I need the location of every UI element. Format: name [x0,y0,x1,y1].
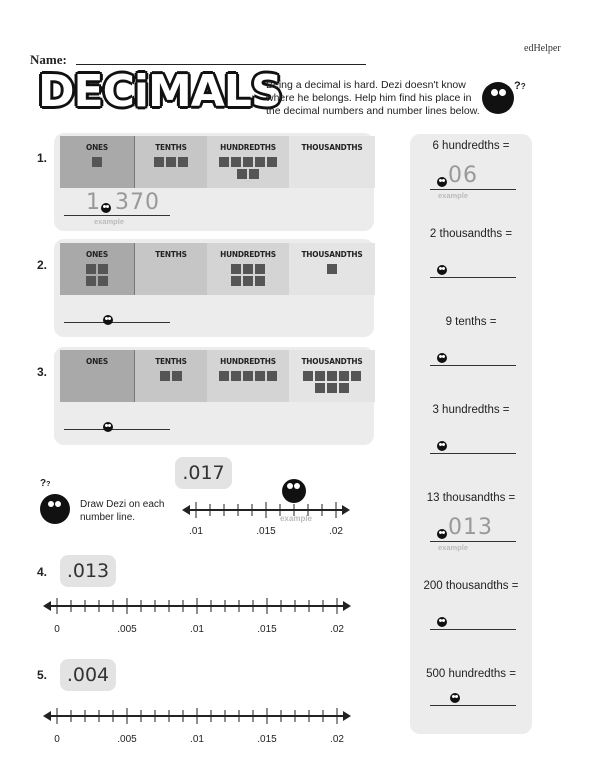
example-label: example [438,191,469,200]
question-5-number: 5. [37,668,48,682]
example-value-bubble: .017 [175,457,232,489]
dezi-decimal-point-icon [437,529,447,539]
value-block [255,264,265,274]
conversion-prompt-4: 3 hundredths = [432,404,510,416]
conversion-answer-line-3[interactable] [430,365,516,366]
value-block [315,371,325,381]
number-line-5 [30,700,365,750]
tick-label: 0 [54,624,60,635]
conversion-example-answer: 013 [448,515,493,540]
place-header-hundredths: HUNDREDTHS [220,142,276,152]
tick-label: .005 [117,624,137,635]
tick-label: .01 [189,526,203,537]
value-block [231,264,241,274]
question-4-value-bubble: .013 [60,555,116,587]
right-arrow-icon [343,601,351,611]
value-blocks [68,157,126,167]
example-label: example [94,217,125,226]
example-number-line [176,470,356,550]
value-blocks [142,157,200,167]
tick-label: 0 [54,734,60,745]
value-block [267,157,277,167]
value-block [249,169,259,179]
tick-label: .005 [117,734,137,745]
question-4-number: 4. [37,565,48,579]
dezi-decimal-point-icon [101,203,111,213]
value-block [98,276,108,286]
value-blocks [303,371,361,393]
place-header-ones: ONES [86,249,108,259]
conversion-answer-line-6[interactable] [430,629,516,630]
conversion-answer-line-7[interactable] [430,705,516,706]
place-header-ones: ONES [86,142,108,152]
place-value-chart-1 [60,136,375,188]
page-title: DECiMALS [38,66,282,117]
value-block [327,371,337,381]
example-answer-decimal: 370 [115,190,160,215]
conversion-sidebar [410,134,532,734]
value-block [255,276,265,286]
example-answer-whole: 1 [86,190,101,215]
place-header-hundredths: HUNDREDTHS [220,356,276,366]
value-block [339,383,349,393]
example-label: example [438,543,469,552]
question-5-value-bubble: .004 [60,659,116,691]
value-block [92,157,102,167]
value-block [219,157,229,167]
value-block [303,371,313,381]
conversion-prompt-1: 6 hundredths = [432,140,510,152]
value-block [172,371,182,381]
value-block [154,157,164,167]
value-block [243,157,253,167]
dezi-decimal-point-icon [450,693,460,703]
value-block [315,383,325,393]
value-block [327,383,337,393]
tick-label: .02 [329,526,343,537]
conversion-prompt-3: 9 tenths = [445,316,497,328]
right-arrow-icon [342,505,350,515]
value-block [160,371,170,381]
value-block [243,276,253,286]
place-header-tenths: TENTHS [155,356,187,366]
left-arrow-icon [182,505,190,515]
value-block [243,371,253,381]
intro-text: Being a decimal is hard. Dezi doesn't know where he belongs. Help him find his place in the decimal numbers and number lines below. [266,79,480,117]
conversion-example-answer: 06 [448,163,478,188]
left-arrow-icon [43,601,51,611]
value-blocks [142,371,200,381]
conversion-answer-line-2[interactable] [430,277,516,278]
conversion-answer-line-4[interactable] [430,453,516,454]
value-block [255,157,265,167]
name-input[interactable] [76,64,366,65]
place-header-hundredths: HUNDREDTHS [220,249,276,259]
brand-name: edHelper [524,43,561,54]
dezi-decimal-point-icon [103,315,113,325]
question-1-number: 1. [37,151,48,165]
value-block [267,371,277,381]
dezi-decimal-point-icon [103,422,113,432]
dezi-decimal-point-icon [437,441,447,451]
conversion-prompt-5: 13 thousandths = [426,492,516,504]
value-block [98,264,108,274]
tick-label: .01 [190,624,204,635]
tick-label: .015 [257,734,277,745]
conversion-prompt-2: 2 thousandths = [429,228,513,240]
answer-line-3[interactable] [64,429,170,430]
tick-label: .01 [190,734,204,745]
value-block [231,276,241,286]
value-blocks [231,264,265,286]
conversion-prompt-6: 200 thousandths = [423,580,519,592]
value-block [231,157,241,167]
dezi-decimal-point-icon [437,617,447,627]
conversion-prompt-7: 500 hundredths = [426,668,516,680]
value-block [86,264,96,274]
place-header-thousandths: THOUSANDTHS [301,249,363,259]
answer-line-1[interactable] [64,215,170,216]
value-block [339,371,349,381]
place-header-tenths: TENTHS [155,249,187,259]
question-marks-icon: ?? [514,80,526,92]
value-block [86,276,96,286]
value-block [255,371,265,381]
dezi-decimal-point-icon [437,265,447,275]
question-2-number: 2. [37,258,48,272]
value-blocks [85,264,109,286]
tick-label: .02 [330,734,344,745]
conversion-answer-line-1[interactable] [430,189,516,190]
place-value-chart-2 [60,243,375,295]
place-header-ones: ONES [86,356,108,366]
dezi-decimal-point-icon [437,177,447,187]
dezi-decimal-point-icon [437,353,447,363]
value-blocks [219,157,277,179]
left-arrow-icon [43,711,51,721]
conversion-answer-line-5[interactable] [430,541,516,542]
question-3-number: 3. [37,365,48,379]
dezi-mascot-icon [482,82,514,114]
value-block [327,264,337,274]
place-header-thousandths: THOUSANDTHS [301,356,363,366]
answer-line-2[interactable] [64,322,170,323]
value-block [237,169,247,179]
value-block [178,157,188,167]
dezi-on-line-icon [282,479,306,503]
value-block [166,157,176,167]
tick-label: .015 [256,526,276,537]
example-label: example [279,514,313,523]
tick-label: .015 [257,624,277,635]
place-header-thousandths: THOUSANDTHS [301,142,363,152]
name-label: Name: [30,52,67,67]
value-blocks [219,371,277,381]
value-blocks [303,264,361,274]
value-block [243,264,253,274]
value-block [351,371,361,381]
tick-label: .02 [330,624,344,635]
place-header-tenths: TENTHS [155,142,187,152]
draw-dezi-instruction: Draw Dezi on each number line. [80,499,165,523]
place-value-chart-3 [60,350,375,402]
value-block [231,371,241,381]
right-arrow-icon [343,711,351,721]
value-block [219,371,229,381]
number-line-4 [30,590,365,640]
